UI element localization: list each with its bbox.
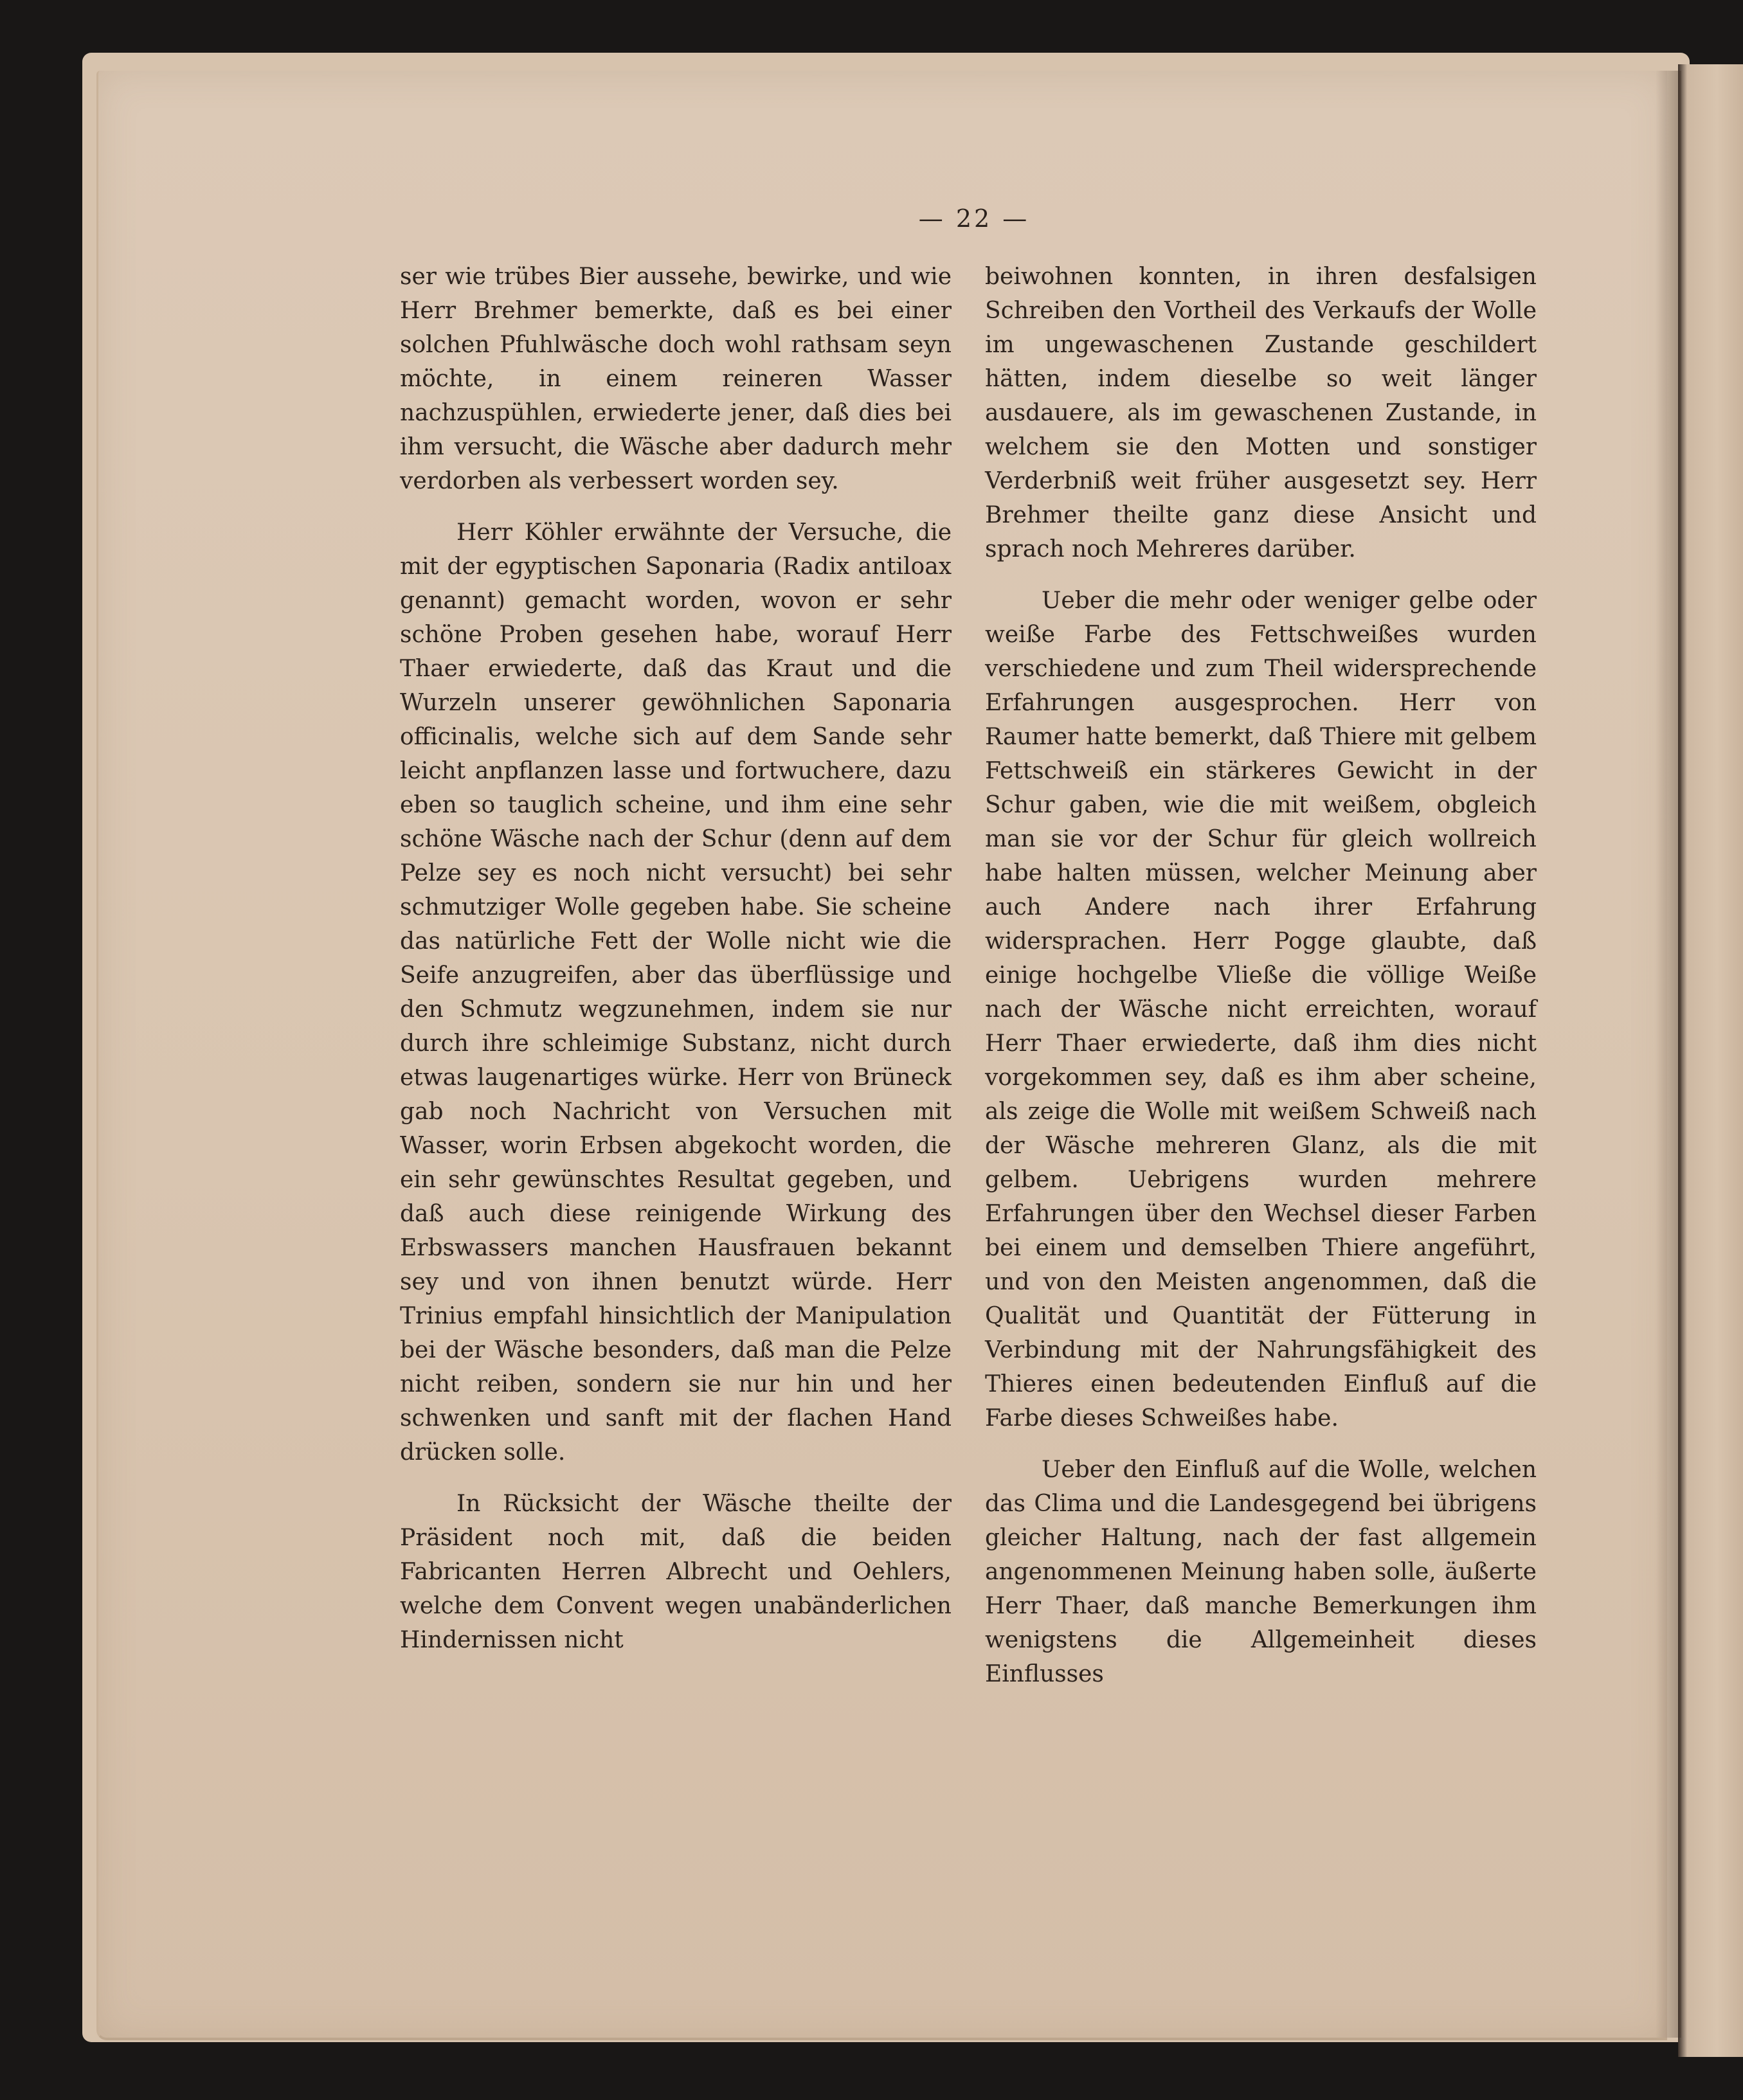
paragraph-continued: beiwohnen konnten, in ihren desfalsigen Schreiben den Vortheil des Verkaufs der Wolle im ungewaschenen Zustande geschildert hätten, indem dieselbe so weit länger ausdauere, als im gewaschenen Zustande, in welchem sie den Motten und sonstiger Verderbniß weit früher ausgesetzt sey. Herr Brehmer theilte ganz diese Ansicht und sprach noch Mehreres darüber. [985,264,1537,562]
paragraph-continued: ser wie trübes Bier aussehe, bewirke, und wie Herr Brehmer bemerkte, daß es bei einer solchen Pfuhlwäsche doch wohl rathsam seyn möchte, in einem reineren Wasser nachzuspühlen, erwiederte jener, daß dies bei ihm versucht, die Wäsche aber dadurch mehr verdorben als verbessert worden sey. [400,264,952,494]
paragraph: Ueber den Einfluß auf die Wolle, welchen das Clima und die Landesgegend bei übrigens gleicher Haltung, nach der fast allgemein angenommenen Meinung haben solle, äußerte Herr Thaer, daß manche Bemerkungen ihm wenigstens die Allgemeinheit dieses Einflusses [985,1457,1537,1687]
facing-page-edge [1678,64,1743,2057]
paragraph: In Rücksicht der Wäsche theilte der Präsident noch mit, daß die beiden Fabricanten Herren Albrecht und Oehlers, welche dem Convent wegen unabänderlichen Hindernissen nicht [400,1491,952,1653]
left-column [400,260,952,1674]
right-column [985,260,1537,1709]
paragraph: Herr Köhler erwähnte der Versuche, die mit der egyptischen Saponaria (Radix antiloax genannt) gemacht worden, wovon er sehr schöne Proben gesehen habe, worauf Herr Thaer erwiederte, daß das Kraut und die Wurzeln unserer gewöhnlichen Saponaria officinalis, welche sich auf dem Sande sehr leicht anpflanzen lasse und fortwuchere, dazu eben so tauglich scheine, und ihm eine sehr schöne Wäsche nach der Schur (denn auf dem Pelze sey es noch nicht versucht) bei sehr schmutziger Wolle gegeben habe. Sie scheine das natürliche Fett der Wolle nicht wie die Seife anzugreifen, aber das überflüssige und den Schmutz wegzunehmen, indem sie nur durch ihre schleimige Substanz, nicht durch etwas laugenartiges würke. Herr von Brüneck gab noch Nachricht von Versuchen mit Wasser, worin Erbsen abgekocht worden, die ein sehr gewünschtes Resultat gegeben, und daß auch diese reinigende Wirkung des Erbswassers manchen Hausfrauen bekannt sey und von ihnen benutzt würde. Herr Trinius empfahl hinsichtlich der Manipulation bei der Wäsche besonders, daß man die Pelze nicht reiben, sondern sie nur hin und her schwenken und sanft mit der flachen Hand drücken solle. [400,519,952,1466]
paragraph: Ueber die mehr oder weniger gelbe oder weiße Farbe des Fettschweißes wurden verschiedene und zum Theil widersprechende Erfahrungen ausgesprochen. Herr von Raumer hatte bemerkt, daß Thiere mit gelbem Fettschweiß ein stärkeres Gewicht in der Schur gaben, wie die mit weißem, obgleich man sie vor der Schur für gleich wollreich habe halten müssen, welcher Meinung aber auch Andere nach ihrer Erfahrung widersprachen. Herr Pogge glaubte, daß einige hochgelbe Vließe die völlige Weiße nach der Wäsche nicht erreichten, worauf Herr Thaer erwiederte, daß ihm dies nicht vorgekommen sey, daß es ihm aber scheine, als zeige die Wolle mit weißem Schweiß nach der Wäsche mehreren Glanz, als die mit gelbem. Uebrigens wurden mehrere Erfahrungen über den Wechsel dieser Farben bei einem und demselben Thiere angeführt, und von den Meisten angenommen, daß die Qualität und Quantität der Fütterung in Verbindung mit der Nahrungsfähigkeit des Thieres einen bedeutenden Einfluß auf die Farbe dieses Schweißes habe. [985,588,1537,1431]
page-number: — 22 — [918,204,1030,233]
gutter-shadow [1656,71,1681,2038]
